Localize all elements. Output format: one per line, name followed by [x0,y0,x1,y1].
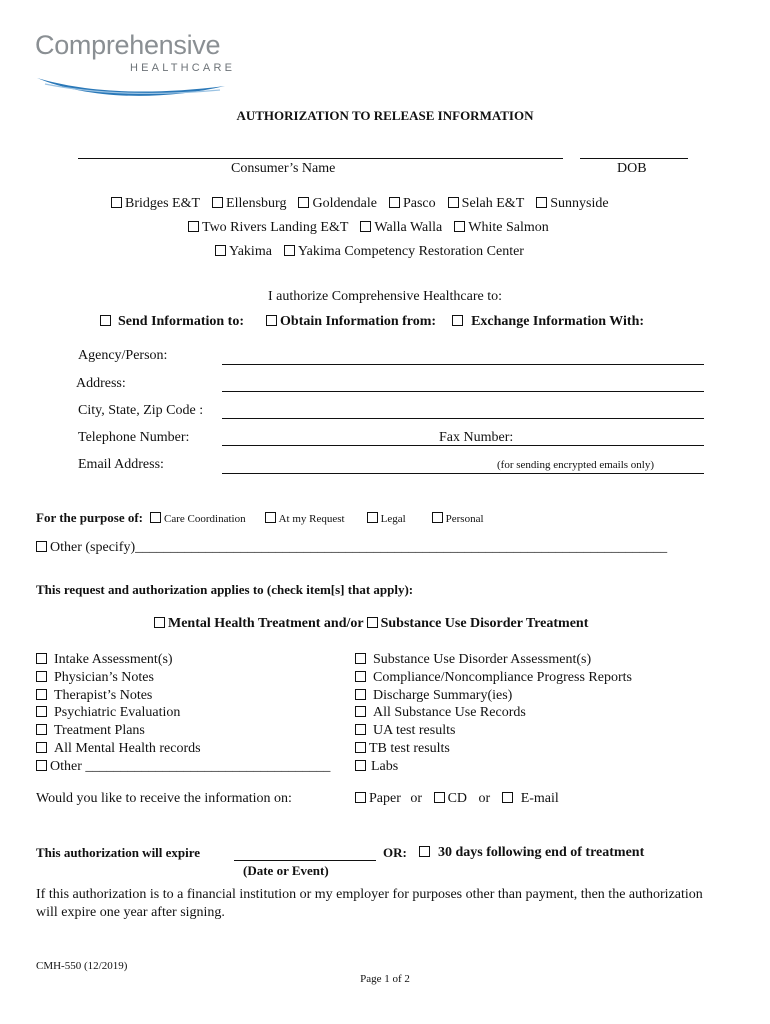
checkbox-icon[interactable] [36,742,47,753]
checkbox-icon[interactable] [36,724,47,735]
checkbox-icon[interactable] [355,792,366,803]
purpose-care[interactable]: Care Coordination [150,513,246,525]
receive-paper[interactable]: Paper [355,791,401,806]
checkbox-icon[interactable] [100,315,111,326]
location-sunnyside[interactable]: Sunnyside [536,196,608,211]
checkbox-icon[interactable] [36,760,47,771]
checkbox-icon[interactable] [298,197,309,208]
location-yakima[interactable]: Yakima [215,244,272,259]
consumer-name-label: Consumer’s Name [231,161,336,176]
purpose-request[interactable]: At my Request [265,513,345,525]
logo-name: Comprehensive [35,30,221,60]
expire-label: This authorization will expire [36,845,201,860]
purpose-legal[interactable]: Legal [367,513,406,525]
expire-or: OR: [383,845,407,860]
checkbox-icon[interactable] [36,706,47,717]
phone-fax-line[interactable] [222,445,704,446]
list-item[interactable]: Discharge Summary(ies) [355,687,632,705]
checkbox-icon[interactable] [36,689,47,700]
receive-or-1: or [410,791,423,806]
list-item[interactable]: TB test results [355,740,632,758]
checkbox-icon[interactable] [36,671,47,682]
location-goldendale[interactable]: Goldendale [298,196,377,211]
checkbox-icon[interactable] [36,653,47,664]
fax-label: Fax Number: [439,430,514,445]
expire-date-event: (Date or Event) [243,863,329,878]
checkbox-icon[interactable] [536,197,547,208]
purpose-other[interactable] [36,540,667,556]
receive-options [355,791,559,807]
mental-health-items [36,651,330,776]
city-label: City, State, Zip Code : [78,403,204,418]
list-item[interactable]: Other ___________________________________ [36,758,330,776]
checkbox-icon[interactable] [448,197,459,208]
locations-row-2 [188,220,549,236]
checkbox-icon[interactable] [434,792,445,803]
purpose-personal[interactable]: Personal [432,513,484,525]
location-selah[interactable]: Selah E&T [448,196,525,211]
form-number: CMH-550 (12/2019) [36,960,128,972]
purpose-label: For the purpose of: [36,510,144,525]
purpose-row [36,510,484,527]
receive-cd[interactable]: CD [434,791,467,806]
checkbox-icon[interactable] [419,846,430,857]
authorize-text: I authorize Comprehensive Healthcare to: [267,289,502,304]
agency-line[interactable] [222,364,704,365]
checkbox-icon[interactable] [355,760,366,771]
address-line[interactable] [222,391,704,392]
checkbox-icon[interactable] [367,617,378,628]
checkbox-icon[interactable] [355,689,366,700]
agency-label: Agency/Person: [78,348,168,363]
logo-swoosh-icon [35,72,235,102]
address-label: Address: [76,376,126,391]
page-number: Page 1 of 2 [360,973,410,985]
city-line[interactable] [222,418,704,419]
email-label: Email Address: [78,457,164,472]
locations-row-3 [215,244,524,260]
page-title: AUTHORIZATION TO RELEASE INFORMATION [236,108,534,123]
option-exchange[interactable]: Exchange Information With: [452,314,644,329]
location-two-rivers[interactable]: Two Rivers Landing E&T [188,220,348,235]
phone-label: Telephone Number: [78,430,190,445]
list-item[interactable]: All Substance Use Records [355,704,632,722]
checkbox-icon[interactable] [355,706,366,717]
checkbox-icon[interactable] [36,541,47,552]
dob-line[interactable] [580,158,688,159]
expire-days-option[interactable]: 30 days following end of treatment [419,845,644,861]
checkbox-icon[interactable] [355,724,366,735]
list-item[interactable]: Physician’s Notes [36,669,330,687]
checkbox-icon[interactable] [355,742,366,753]
dob-label: DOB [617,161,647,176]
option-obtain[interactable]: Obtain Information from: [266,314,436,329]
checkbox-icon[interactable] [389,197,400,208]
applies-heading: This request and authorization applies to (check item[s] that apply): [36,582,414,597]
location-walla-walla[interactable]: Walla Walla [360,220,442,235]
checkbox-icon[interactable] [367,512,378,523]
list-item[interactable]: UA test results [355,722,632,740]
checkbox-icon[interactable] [265,512,276,523]
location-ellensburg[interactable]: Ellensburg [212,196,286,211]
email-note: (for sending encrypted emails only) [497,459,655,471]
option-send[interactable]: Send Information to: [100,314,244,329]
substance-use-items [355,651,632,776]
checkbox-icon[interactable] [432,512,443,523]
checkbox-icon[interactable] [212,197,223,208]
location-pasco[interactable]: Pasco [389,196,436,211]
checkbox-icon[interactable] [266,315,277,326]
location-yakima-competency[interactable]: Yakima Competency Restoration Center [284,244,524,259]
option-mental-health[interactable]: Mental Health Treatment and/or [154,616,364,631]
consumer-name-line[interactable] [78,158,563,159]
expire-date-line[interactable] [234,860,376,861]
list-item[interactable]: Psychiatric Evaluation [36,704,330,722]
checkbox-icon[interactable] [355,671,366,682]
checkbox-icon[interactable] [154,617,165,628]
checkbox-icon[interactable] [215,245,226,256]
list-item[interactable]: Labs [355,758,632,776]
checkbox-icon[interactable] [355,653,366,664]
checkbox-icon[interactable] [284,245,295,256]
checkbox-icon[interactable] [454,221,465,232]
receive-or-2: or [478,791,491,806]
receive-question: Would you like to receive the information on: [36,791,292,806]
locations-row-1 [111,196,609,212]
list-item[interactable]: Therapist’s Notes [36,687,330,705]
authorize-options [100,314,644,330]
expire-note: If this authorization is to a financial institution or my employer for purposes other than payment, then the authorization will expire one year after signing. [36,887,703,920]
checkbox-icon[interactable] [360,221,371,232]
list-item[interactable]: Treatment Plans [36,722,330,740]
checkbox-icon[interactable] [188,221,199,232]
list-item[interactable]: Compliance/Noncompliance Progress Reports [355,669,632,687]
location-bridges[interactable]: Bridges E&T [111,196,200,211]
logo-subtitle: HEALTHCARE [130,62,236,74]
location-white-salmon[interactable]: White Salmon [454,220,549,235]
checkbox-icon[interactable] [452,315,463,326]
list-item[interactable]: Intake Assessment(s) [36,651,330,669]
list-item[interactable]: All Mental Health records [36,740,330,758]
email-line[interactable] [222,473,704,474]
receive-email[interactable]: E-mail [502,791,559,806]
checkbox-icon[interactable] [502,792,513,803]
list-item[interactable]: Substance Use Disorder Assessment(s) [355,651,632,669]
option-substance-use[interactable]: Substance Use Disorder Treatment [367,616,589,631]
purpose-other-text: Other (specify)____________________________________________________________________________ [50,540,668,555]
checkbox-icon[interactable] [150,512,161,523]
logo [35,30,235,100]
treatment-type-row [154,616,588,632]
checkbox-icon[interactable] [111,197,122,208]
